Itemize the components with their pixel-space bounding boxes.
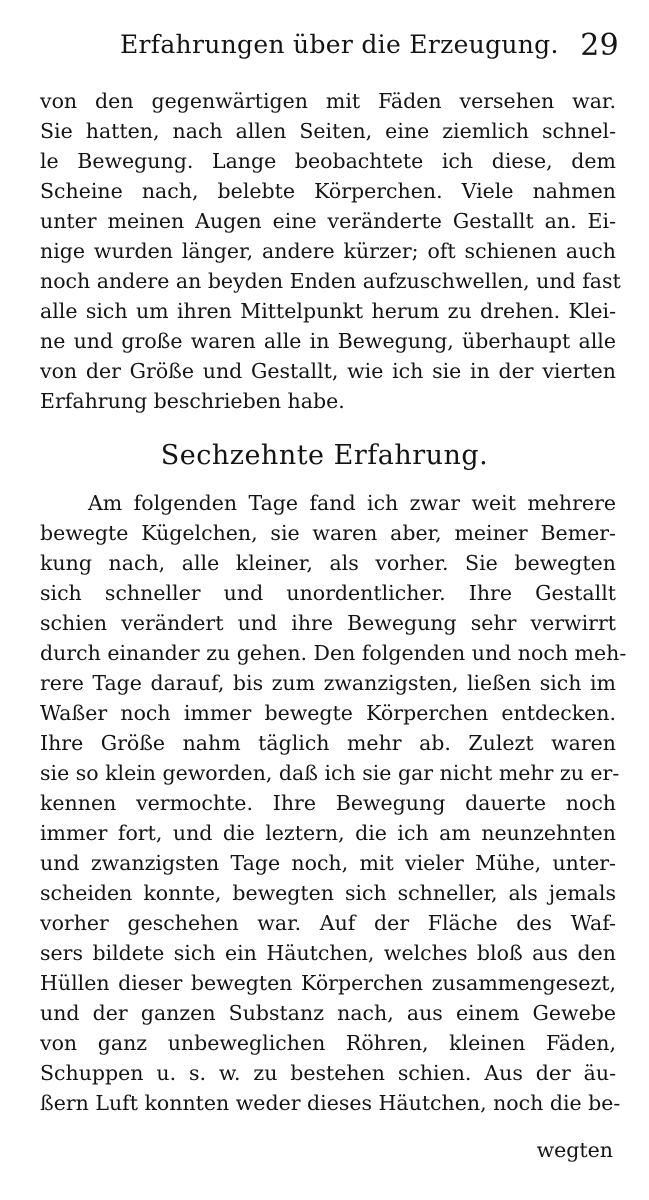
text-line: le Bewegung. Lange beobachtete ich diese, dem: [40, 149, 616, 173]
text-line: immer fort, und die leztern, die ich am neunzehnten: [40, 821, 616, 845]
text-line: kennen vermochte. Ihre Bewegung dauerte noch: [40, 791, 616, 815]
text-line: durch einander zu gehen. Den folgenden und noch meh-: [40, 641, 627, 665]
text-line: Sie hatten, nach allen Seiten, eine ziemlich schnel-: [40, 119, 616, 143]
text-line: Ihre Größe nahm täglich mehr ab. Zulezt waren: [40, 731, 616, 755]
text-line: alle sich um ihren Mittelpunkt herum zu drehen. Klei-: [40, 299, 616, 323]
text-line: von der Größe und Gestallt, wie ich sie in der vierten: [40, 359, 616, 383]
running-title: Erfahrungen über die Erzeugung.: [120, 30, 559, 59]
text-line: ne und große waren alle in Bewegung, überhaupt alle: [40, 329, 616, 353]
text-line: und zwanzigsten Tage noch, mit vieler Mühe, unter-: [40, 851, 616, 875]
text-line: vorher geschehen war. Auf der Fläche des Waf-: [40, 911, 616, 935]
text-line: rere Tage darauf, bis zum zwanzigsten, ließen sich im: [40, 671, 616, 695]
text-line: nige wurden länger, andere kürzer; oft schienen auch: [40, 239, 616, 263]
text-line: schien verändert und ihre Bewegung sehr verwirrt: [40, 611, 616, 635]
text-line: noch andere an beyden Enden aufzuschwellen, und fast: [40, 269, 621, 293]
text-line: Schuppen u. s. w. zu bestehen schien. Aus der äu-: [40, 1061, 616, 1085]
text-line: von ganz unbeweglichen Röhren, kleinen Fäden,: [40, 1031, 616, 1055]
section-heading: Sechzehnte Erfahrung.: [160, 440, 489, 471]
text-line: Hüllen dieser bewegten Körperchen zusammengesezt,: [40, 971, 616, 995]
text-line: ßern Luft konnten weder dieses Häutchen, noch die be-: [40, 1091, 621, 1115]
page-number: 29: [580, 28, 619, 63]
text-line: Erfahrung beschrieben habe.: [40, 389, 345, 413]
text-line: sers bildete sich ein Häutchen, welches bloß aus den: [40, 941, 616, 965]
text-line: Am folgenden Tage fand ich zwar weit mehrere: [88, 491, 616, 515]
text-line: unter meinen Augen eine veränderte Gestallt an. Ei-: [40, 209, 616, 233]
text-line: Waßer noch immer bewegte Körperchen entdecken.: [40, 701, 616, 725]
text-line: bewegte Kügelchen, sie waren aber, meiner Bemer-: [40, 521, 616, 545]
text-line: sich schneller und unordentlicher. Ihre Gestallt: [40, 581, 616, 605]
running-head: [60, 22, 623, 62]
catchword: wegten: [536, 1138, 613, 1162]
text-line: von den gegenwärtigen mit Fäden versehen war.: [40, 89, 616, 113]
text-line: und der ganzen Substanz nach, aus einem Gewebe: [40, 1001, 616, 1025]
text-line: kung nach, alle kleiner, als vorher. Sie bewegten: [40, 551, 616, 575]
text-line: sie so klein geworden, daß ich sie gar nicht mehr zu er-: [40, 761, 620, 785]
text-line: scheiden konnte, bewegten sich schneller, als jemals: [40, 881, 616, 905]
text-line: Scheine nach, belebte Körperchen. Viele nahmen: [40, 179, 616, 203]
